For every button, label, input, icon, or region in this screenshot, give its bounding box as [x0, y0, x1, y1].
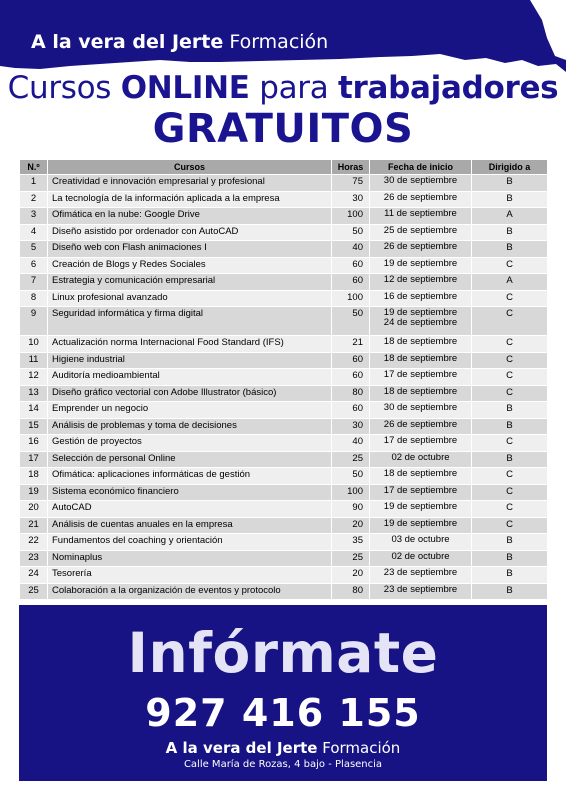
- course-number: 13: [20, 385, 48, 402]
- course-name: AutoCAD: [48, 501, 332, 518]
- course-target: B: [472, 402, 548, 419]
- course-name: Análisis de problemas y toma de decisiones: [48, 418, 332, 435]
- contact-footer: [19, 605, 547, 781]
- footer-brand: [19, 739, 547, 757]
- course-name: Gestión de proyectos: [48, 435, 332, 452]
- course-hours: 20: [332, 567, 370, 584]
- course-start-date: [370, 208, 472, 225]
- course-target: C: [472, 468, 548, 485]
- course-target: B: [472, 241, 548, 258]
- cta-heading: Infórmate: [127, 621, 439, 685]
- table-row: [20, 451, 548, 468]
- course-hours: 90: [332, 501, 370, 518]
- course-number: 3: [20, 208, 48, 225]
- course-target: B: [472, 418, 548, 435]
- course-number: 20: [20, 501, 48, 518]
- course-start-date: [370, 501, 472, 518]
- headline-para: para: [259, 70, 329, 106]
- course-start-date: [370, 517, 472, 534]
- course-start-date: [370, 274, 472, 291]
- course-number: 10: [20, 336, 48, 353]
- course-hours: 80: [332, 583, 370, 600]
- table-row: [20, 175, 548, 192]
- course-start-date: [370, 418, 472, 435]
- course-hours: 30: [332, 418, 370, 435]
- headline-online: ONLINE: [120, 70, 250, 106]
- course-start-date-line: 23 de septiembre: [383, 567, 458, 578]
- course-target: B: [472, 550, 548, 567]
- table-row: [20, 550, 548, 567]
- course-hours: 25: [332, 550, 370, 567]
- course-name: Sistema económico financiero: [48, 484, 332, 501]
- course-hours: 40: [332, 435, 370, 452]
- table-header-row: [20, 160, 548, 175]
- course-number: 4: [20, 224, 48, 241]
- course-target: C: [472, 517, 548, 534]
- course-number: 17: [20, 451, 48, 468]
- course-start-date-line: 11 de septiembre: [384, 208, 457, 219]
- course-target: C: [472, 307, 548, 336]
- course-name: Tesorería: [48, 567, 332, 584]
- table-row: [20, 369, 548, 386]
- col-header-number: N.º: [20, 160, 48, 175]
- table-row: [20, 191, 548, 208]
- course-start-date-line: 03 de octubre: [391, 534, 450, 545]
- course-number: 5: [20, 241, 48, 258]
- course-start-date-line: 25 de septiembre: [383, 224, 458, 236]
- course-start-date-line: 19 de septiembre: [383, 257, 458, 269]
- course-target: B: [472, 567, 548, 584]
- course-start-date-line: 23 de septiembre: [383, 583, 458, 595]
- course-start-date: [370, 336, 472, 353]
- table-row: [20, 435, 548, 452]
- table-row: [20, 484, 548, 501]
- table-row: [20, 307, 548, 336]
- course-start-date-line: 26 de septiembre: [383, 241, 458, 252]
- course-hours: 21: [332, 336, 370, 353]
- course-name: Ofimática: aplicaciones informáticas de gestión: [48, 468, 332, 485]
- header-brand-regular: Formación: [229, 31, 329, 53]
- course-start-date-line: 18 de septiembre: [383, 468, 458, 479]
- col-header-target: Dirigido a: [472, 160, 548, 175]
- course-number: 11: [20, 352, 48, 369]
- header-brand: [31, 31, 328, 53]
- course-start-date-line: 16 de septiembre: [383, 290, 458, 302]
- footer-address: Calle María de Rozas, 4 bajo - Plasencia: [183, 759, 383, 770]
- table-row: [20, 385, 548, 402]
- course-start-date-line: 17 de septiembre: [383, 435, 458, 446]
- course-name: Estrategia y comunicación empresarial: [48, 274, 332, 291]
- course-hours: 60: [332, 352, 370, 369]
- course-start-date: [370, 567, 472, 584]
- course-target: B: [472, 175, 548, 192]
- course-start-date: [370, 224, 472, 241]
- table-row: [20, 534, 548, 551]
- course-target: C: [472, 435, 548, 452]
- course-hours: 50: [332, 224, 370, 241]
- course-number: 8: [20, 290, 48, 307]
- course-number: 1: [20, 175, 48, 192]
- course-start-date: [370, 451, 472, 468]
- table-row: [20, 352, 548, 369]
- course-start-date-line: 02 de octubre: [391, 451, 450, 463]
- course-start-date-line: 17 de septiembre: [383, 484, 458, 496]
- course-name: Seguridad informática y firma digital: [48, 307, 332, 336]
- course-number: 24: [20, 567, 48, 584]
- table-row: [20, 224, 548, 241]
- course-start-date-line: 12 de septiembre: [383, 274, 458, 285]
- course-number: 14: [20, 402, 48, 419]
- footer-brand-bold: A la vera del Jerte: [165, 739, 318, 757]
- course-hours: 60: [332, 369, 370, 386]
- course-hours: 30: [332, 191, 370, 208]
- course-name: Diseño asistido por ordenador con AutoCAD: [48, 224, 332, 241]
- course-number: 21: [20, 517, 48, 534]
- col-header-start-date: Fecha de inicio: [370, 160, 472, 175]
- course-target: B: [472, 224, 548, 241]
- course-name: Linux profesional avanzado: [48, 290, 332, 307]
- course-name: Higiene industrial: [48, 352, 332, 369]
- course-hours: 75: [332, 175, 370, 192]
- course-number: 22: [20, 534, 48, 551]
- col-header-hours: Horas: [332, 160, 370, 175]
- course-start-date: [370, 257, 472, 274]
- table-row: [20, 241, 548, 258]
- course-start-date-line: 19 de septiembre: [383, 501, 458, 512]
- course-start-date: [370, 369, 472, 386]
- course-hours: 100: [332, 208, 370, 225]
- table-row: [20, 567, 548, 584]
- course-name: Auditoría medioambiental: [48, 369, 332, 386]
- table-row: [20, 468, 548, 485]
- course-start-date: [370, 484, 472, 501]
- course-target: C: [472, 257, 548, 274]
- course-target: C: [472, 501, 548, 518]
- course-start-date-line: 02 de octubre: [391, 550, 450, 562]
- phone-number: 927 416 155: [145, 691, 421, 735]
- course-number: 25: [20, 583, 48, 600]
- course-start-date-line: 17 de septiembre: [383, 369, 458, 380]
- courses-table: [19, 159, 548, 600]
- course-number: 9: [20, 307, 48, 336]
- course-number: 16: [20, 435, 48, 452]
- course-name: Ofimática en la nube: Google Drive: [48, 208, 332, 225]
- course-name: Análisis de cuentas anuales en la empresa: [48, 517, 332, 534]
- table-row: [20, 402, 548, 419]
- course-hours: 20: [332, 517, 370, 534]
- header-band: [0, 0, 566, 72]
- course-target: C: [472, 385, 548, 402]
- course-start-date: [370, 191, 472, 208]
- course-name: Actualización norma Internacional Food Standard (IFS): [48, 336, 332, 353]
- course-number: 6: [20, 257, 48, 274]
- course-number: 2: [20, 191, 48, 208]
- course-name: Creatividad e innovación empresarial y profesional: [48, 175, 332, 192]
- course-start-date: [370, 352, 472, 369]
- headline-trabajadores: trabajadores: [337, 70, 559, 106]
- course-start-date: [370, 550, 472, 567]
- course-target: A: [472, 208, 548, 225]
- course-start-date-line: 30 de septiembre: [383, 175, 458, 186]
- course-name: Diseño web con Flash animaciones I: [48, 241, 332, 258]
- course-target: B: [472, 534, 548, 551]
- table-row: [20, 257, 548, 274]
- col-header-course: Cursos: [48, 160, 332, 175]
- table-row: [20, 336, 548, 353]
- course-start-date: [370, 468, 472, 485]
- course-start-date: [370, 175, 472, 192]
- course-start-date-line: 19 de septiembre: [383, 517, 458, 529]
- table-row: [20, 274, 548, 291]
- course-number: 12: [20, 369, 48, 386]
- course-name: Emprender un negocio: [48, 402, 332, 419]
- course-name: Nominaplus: [48, 550, 332, 567]
- course-target: C: [472, 484, 548, 501]
- course-hours: 60: [332, 274, 370, 291]
- course-start-date: [370, 385, 472, 402]
- course-target: C: [472, 369, 548, 386]
- course-start-date: [370, 307, 472, 336]
- course-start-date-line: 26 de septiembre: [383, 191, 458, 203]
- course-name: Fundamentos del coaching y orientación: [48, 534, 332, 551]
- course-start-date-line: 18 de septiembre: [383, 352, 458, 364]
- course-target: B: [472, 451, 548, 468]
- course-start-date-line: 19 de septiembre: [383, 307, 458, 318]
- table-row: [20, 583, 548, 600]
- course-target: C: [472, 336, 548, 353]
- table-row: [20, 290, 548, 307]
- course-name: Creación de Blogs y Redes Sociales: [48, 257, 332, 274]
- course-target: A: [472, 274, 548, 291]
- course-hours: 60: [332, 257, 370, 274]
- course-start-date: [370, 241, 472, 258]
- course-start-date: [370, 583, 472, 600]
- course-name: Selección de personal Online: [48, 451, 332, 468]
- course-name: Colaboración a la organización de eventos y protocolo: [48, 583, 332, 600]
- course-number: 18: [20, 468, 48, 485]
- headline-cursos: Cursos: [7, 70, 112, 106]
- table-row: [20, 501, 548, 518]
- course-name: Diseño gráfico vectorial con Adobe Illustrator (básico): [48, 385, 332, 402]
- course-target: C: [472, 352, 548, 369]
- header-brand-bold: A la vera del Jerte: [31, 31, 224, 53]
- course-target: B: [472, 191, 548, 208]
- course-start-date: [370, 290, 472, 307]
- headline-line1: [0, 70, 566, 106]
- course-hours: 50: [332, 468, 370, 485]
- course-start-date-line: 24 de septiembre: [383, 317, 458, 328]
- course-number: 19: [20, 484, 48, 501]
- course-target: C: [472, 290, 548, 307]
- course-start-date-line: 30 de septiembre: [383, 402, 458, 413]
- course-start-date: [370, 402, 472, 419]
- course-start-date: [370, 534, 472, 551]
- course-number: 7: [20, 274, 48, 291]
- course-hours: 40: [332, 241, 370, 258]
- course-name: La tecnología de la información aplicada a la empresa: [48, 191, 332, 208]
- course-hours: 80: [332, 385, 370, 402]
- course-start-date-line: 18 de septiembre: [383, 336, 458, 347]
- table-row: [20, 418, 548, 435]
- course-target: B: [472, 583, 548, 600]
- course-number: 23: [20, 550, 48, 567]
- table-row: [20, 517, 548, 534]
- footer-brand-regular: Formación: [322, 739, 401, 757]
- headline-gratuitos: GRATUITOS: [152, 106, 414, 152]
- course-hours: 25: [332, 451, 370, 468]
- course-start-date-line: 18 de septiembre: [383, 385, 458, 397]
- course-hours: 50: [332, 307, 370, 336]
- course-start-date: [370, 435, 472, 452]
- course-hours: 100: [332, 484, 370, 501]
- course-number: 15: [20, 418, 48, 435]
- table-row: [20, 208, 548, 225]
- course-hours: 35: [332, 534, 370, 551]
- course-start-date-line: 26 de septiembre: [383, 418, 458, 430]
- course-hours: 100: [332, 290, 370, 307]
- course-hours: 60: [332, 402, 370, 419]
